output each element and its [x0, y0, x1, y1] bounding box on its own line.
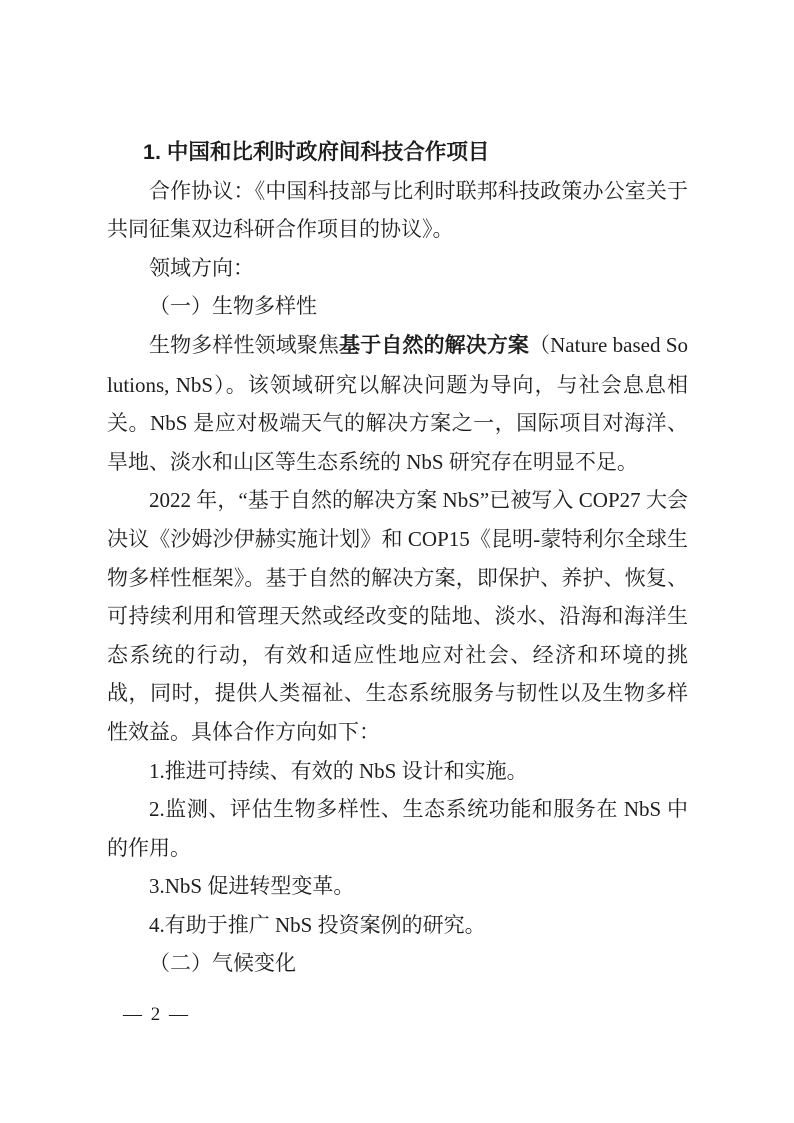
- paragraph-field-direction-label: 领域方向：: [149, 255, 254, 280]
- paragraph-cop-background: 2022 年，“基于自然的解决方案 NbS”已被写入 COP27 大会决议《沙姆沙伊赫实施计划》和 COP15《昆明-蒙特利尔全球生物多样性框架》。基于自然的解决方案，即保护、养护、恢复、可持续利用和管理天然或经改变的陆地、淡水、沿海和海洋生态系统的行动，有效和适应性地应对社会、经济和环境的挑战，同时，提供人类福祉、生态系统服务与韧性以及生物多样性效益。具体合作方向如下：: [107, 488, 688, 744]
- page-number: — 2 —: [123, 1004, 190, 1025]
- paragraph-nbs-intro: [107, 326, 688, 481]
- list-item-1: 1.推进可持续、有效的 NbS 设计和实施。: [149, 758, 528, 783]
- subsection-heading-biodiversity: （一）生物多样性: [149, 294, 317, 319]
- section-heading: 1. 中国和比利时政府间科技合作项目: [143, 140, 490, 164]
- nbs-bold-phrase: 基于自然的解决方案: [339, 333, 530, 357]
- subsection-heading-climate-change: （二）气候变化: [149, 951, 296, 976]
- list-item-2: 2.监测、评估生物多样性、生态系统功能和服务在 NbS 中的作用。: [107, 797, 688, 860]
- nbs-intro-text-pre: 生物多样性领域聚焦: [149, 332, 340, 357]
- paragraph-cooperation-agreement: 合作协议：《中国科技部与比利时联邦科技政策办公室关于共同征集双边科研合作项目的协议》。: [107, 178, 688, 242]
- list-item-4: 4.有助于推广 NbS 投资案例的研究。: [149, 912, 486, 937]
- list-item-3: 3.NbS 促进转型变革。: [149, 874, 355, 899]
- nbs-intro-text-post: （Nature based Solutions, NbS）。该领域研究以解决问题为导向，与社会息息相关。NbS 是应对极端天气的解决方案之一，国际项目对海洋、旱地、淡水和山区等生态系统的 NbS 研究存在明显不足。: [107, 332, 688, 474]
